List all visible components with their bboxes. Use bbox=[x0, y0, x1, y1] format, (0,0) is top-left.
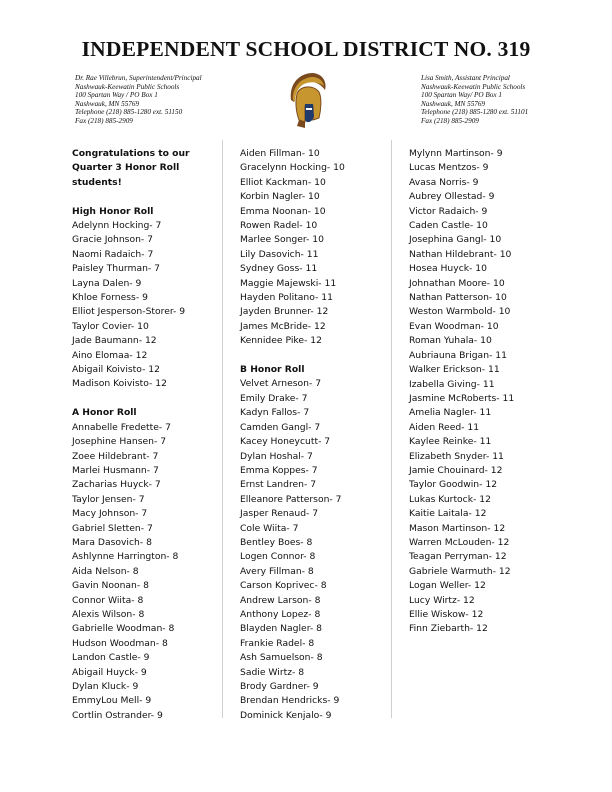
student-entry: Josephine Hansen- 7 bbox=[72, 436, 167, 448]
student-entry: Mylynn Martinson- 9 bbox=[409, 148, 503, 159]
student-entry: Mason Martinson- 12 bbox=[409, 522, 506, 534]
section-heading-high-honor-roll: High Honor Roll bbox=[72, 205, 154, 217]
section-heading-b-honor-roll: B Honor Roll bbox=[240, 364, 305, 376]
student-entry: Dylan Hoshal- 7 bbox=[240, 450, 313, 462]
student-entry: Taylor Covier- 10 bbox=[72, 320, 149, 332]
intro-text: students! bbox=[72, 176, 122, 188]
student-entry: Taylor Jensen- 7 bbox=[72, 493, 145, 505]
student-entry: Ashlynne Harrington- 8 bbox=[72, 551, 179, 563]
spartan-logo-icon bbox=[283, 70, 329, 130]
student-entry: Madison Koivisto- 12 bbox=[72, 378, 167, 390]
student-entry: Nathan Hildebrant- 10 bbox=[409, 248, 512, 260]
student-entry: Taylor Goodwin- 12 bbox=[409, 479, 498, 491]
contact-line: Nashwauk-Keewatin Public Schools bbox=[421, 82, 526, 91]
student-entry: Finn Ziebarth- 12 bbox=[409, 623, 488, 635]
student-entry: Khloe Forness- 9 bbox=[72, 292, 148, 304]
spacer bbox=[72, 190, 222, 204]
student-entry: Warren McLouden- 12 bbox=[409, 536, 510, 548]
student-entry: Anthony Lopez- 8 bbox=[240, 608, 321, 620]
section-heading-a-honor-roll: A Honor Roll bbox=[72, 407, 137, 419]
spacer bbox=[72, 392, 222, 406]
student-entry: Zoee Hildebrant- 7 bbox=[72, 450, 159, 462]
contact-line: Dr. Rae Villebrun, Superintendent/Principal bbox=[75, 74, 202, 82]
student-entry: Aubriauna Brigan- 11 bbox=[409, 349, 507, 361]
student-entry: Hosea Huyck- 10 bbox=[409, 263, 487, 275]
contact-line: Telephone (218) 885-1280 ext. 51150 bbox=[75, 108, 183, 117]
contact-line: Nashwauk, MN 55769 bbox=[421, 99, 486, 108]
student-entry: Marlee Songer- 10 bbox=[240, 234, 324, 246]
contact-line: Telephone (218) 885-1280 ext. 51101 bbox=[421, 108, 529, 117]
student-entry: Victor Radaich- 9 bbox=[409, 205, 488, 217]
student-entry: Avery Fillman- 8 bbox=[240, 565, 314, 577]
student-entry: Roman Yuhala- 10 bbox=[409, 335, 492, 347]
student-entry: Brendan Hendricks- 9 bbox=[240, 695, 340, 707]
student-entry: Ellie Wiskow- 12 bbox=[409, 609, 484, 620]
superintendent-contact bbox=[75, 74, 202, 126]
student-entry: Johnathan Moore- 10 bbox=[409, 277, 505, 289]
student-entry: Mara Dasovich- 8 bbox=[72, 536, 152, 548]
intro-text: Quarter 3 Honor Roll bbox=[72, 162, 180, 174]
contact-line: Lisa Smith, Assistant Principal bbox=[421, 74, 510, 82]
student-entry: Izabella Giving- 11 bbox=[409, 378, 495, 390]
student-entry: Gabriele Warmuth- 12 bbox=[409, 565, 511, 577]
student-entry: Maggie Majewski- 11 bbox=[240, 277, 337, 289]
student-entry: Elleanore Patterson- 7 bbox=[240, 493, 342, 505]
student-entry: Naomi Radaich- 7 bbox=[72, 248, 154, 260]
contact-line: 100 Spartan Way / PO Box 1 bbox=[75, 91, 158, 100]
page-title: INDEPENDENT SCHOOL DISTRICT NO. 319 bbox=[81, 37, 531, 61]
student-entry: Kaylee Reinke- 11 bbox=[409, 436, 492, 448]
student-entry: Kadyn Fallos- 7 bbox=[240, 407, 310, 419]
student-entry: Elliot Jesperson-Storer- 9 bbox=[72, 306, 186, 318]
student-entry: Aubrey Ollestad- 9 bbox=[409, 191, 495, 203]
student-entry: Teagan Perryman- 12 bbox=[409, 551, 507, 563]
student-entry: Annabelle Fredette- 7 bbox=[72, 421, 171, 433]
student-entry: Andrew Larson- 8 bbox=[240, 594, 321, 606]
student-entry: Weston Warmbold- 10 bbox=[409, 306, 511, 318]
honor-roll-column-1 bbox=[72, 147, 222, 723]
student-entry: Velvet Arneson- 7 bbox=[240, 378, 322, 390]
student-entry: Landon Castle- 9 bbox=[72, 652, 150, 664]
student-entry: Logan Weller- 12 bbox=[409, 580, 486, 592]
student-entry: Walker Erickson- 11 bbox=[409, 364, 500, 376]
student-entry: Kennidee Pike- 12 bbox=[240, 335, 322, 347]
student-entry: Brody Gardner- 9 bbox=[240, 681, 319, 693]
column-divider bbox=[222, 140, 223, 718]
assistant-principal-contact bbox=[421, 74, 528, 126]
student-entry: Camden Gangl- 7 bbox=[240, 421, 321, 433]
student-entry: Aiden Reed- 11 bbox=[409, 421, 480, 433]
student-entry: Kaitie Laitala- 12 bbox=[409, 508, 487, 520]
student-entry: Elliot Kackman- 10 bbox=[240, 176, 326, 188]
student-entry: Gabriel Sletten- 7 bbox=[72, 522, 153, 534]
contact-line: 100 Spartan Way/ PO Box 1 bbox=[421, 91, 502, 100]
student-entry: Aiden Fillman- 10 bbox=[240, 148, 320, 159]
student-entry: Sydney Goss- 11 bbox=[240, 263, 318, 275]
honor-roll-column-3 bbox=[409, 147, 569, 637]
student-entry: Marlei Husmann- 7 bbox=[72, 464, 159, 476]
intro-text: Congratulations to our bbox=[72, 148, 190, 159]
student-entry: Kacey Honeycutt- 7 bbox=[240, 436, 331, 448]
student-entry: Alexis Wilson- 8 bbox=[72, 608, 145, 620]
student-entry: Sadie Wirtz- 8 bbox=[240, 666, 305, 678]
contact-line: Fax (218) 885-2909 bbox=[75, 116, 133, 125]
contact-line: Nashwauk-Keewatin Public Schools bbox=[75, 82, 180, 91]
student-entry: Evan Woodman- 10 bbox=[409, 320, 499, 332]
student-entry: Aino Elomaa- 12 bbox=[72, 349, 148, 361]
student-entry: Emily Drake- 7 bbox=[240, 392, 308, 404]
student-entry: Jasper Renaud- 7 bbox=[240, 508, 319, 520]
student-entry: Avasa Norris- 9 bbox=[409, 176, 479, 188]
student-entry: Lily Dasovich- 11 bbox=[240, 248, 319, 260]
student-entry: Caden Castle- 10 bbox=[409, 220, 488, 232]
student-entry: Carson Koprivec- 8 bbox=[240, 580, 327, 592]
student-entry: Rowen Radel- 10 bbox=[240, 220, 318, 232]
honor-roll-column-2 bbox=[240, 147, 390, 723]
student-entry: Gracelynn Hocking- 10 bbox=[240, 162, 345, 174]
student-entry: Dylan Kluck- 9 bbox=[72, 681, 139, 692]
student-entry: Adelynn Hocking- 7 bbox=[72, 220, 162, 232]
student-entry: Cole Wiita- 7 bbox=[240, 522, 299, 534]
column-divider bbox=[391, 140, 392, 718]
student-entry: Connor Wiita- 8 bbox=[72, 594, 144, 606]
student-entry: Jayden Brunner- 12 bbox=[240, 306, 329, 318]
student-entry: Abigail Koivisto- 12 bbox=[72, 364, 160, 376]
student-entry: EmmyLou Mell- 9 bbox=[72, 695, 152, 707]
student-entry: Emma Noonan- 10 bbox=[240, 205, 326, 217]
student-entry: Gabrielle Woodman- 8 bbox=[72, 623, 175, 635]
student-entry: Lucy Wirtz- 12 bbox=[409, 594, 475, 606]
contact-line: Nashwauk, MN 55769 bbox=[75, 99, 140, 108]
student-entry: Aida Nelson- 8 bbox=[72, 565, 139, 577]
contact-line: Fax (218) 885-2909 bbox=[421, 116, 479, 125]
student-entry: Frankie Radel- 8 bbox=[240, 637, 315, 649]
student-entry: Zacharias Huyck- 7 bbox=[72, 479, 161, 491]
student-entry: Gracie Johnson- 7 bbox=[72, 234, 153, 246]
student-entry: Cortlin Ostrander- 9 bbox=[72, 709, 163, 721]
student-entry: Jade Baumann- 12 bbox=[72, 335, 157, 347]
student-entry: Ash Samuelson- 8 bbox=[240, 652, 323, 664]
student-entry: Lukas Kurtock- 12 bbox=[409, 493, 491, 505]
student-entry: Emma Koppes- 7 bbox=[240, 464, 318, 476]
student-entry: Paisley Thurman- 7 bbox=[72, 263, 161, 275]
student-entry: Hudson Woodman- 8 bbox=[72, 637, 168, 649]
student-entry: Gavin Noonan- 8 bbox=[72, 580, 149, 592]
student-entry: Jamie Chouinard- 12 bbox=[409, 464, 503, 476]
student-entry: Jasmine McRoberts- 11 bbox=[409, 392, 515, 404]
student-entry: Hayden Politano- 11 bbox=[240, 292, 333, 304]
student-entry: Josephina Gangl- 10 bbox=[409, 234, 502, 246]
student-entry: Macy Johnson- 7 bbox=[72, 508, 148, 520]
spacer bbox=[240, 349, 390, 363]
student-entry: Elizabeth Snyder- 11 bbox=[409, 450, 504, 462]
student-entry: Korbin Nagler- 10 bbox=[240, 191, 320, 203]
student-entry: Ernst Landren- 7 bbox=[240, 479, 317, 491]
student-entry: Lucas Mentzos- 9 bbox=[409, 162, 489, 174]
student-entry: Amelia Nagler- 11 bbox=[409, 407, 492, 419]
student-entry: Logen Connor- 8 bbox=[240, 551, 316, 563]
student-entry: Nathan Patterson- 10 bbox=[409, 292, 507, 304]
student-entry: Bentley Boes- 8 bbox=[240, 536, 313, 548]
student-entry: Dominick Kenjalo- 9 bbox=[240, 709, 332, 721]
student-entry: Abigail Huyck- 9 bbox=[72, 666, 147, 678]
student-entry: James McBride- 12 bbox=[240, 320, 326, 332]
student-entry: Layna Dalen- 9 bbox=[72, 277, 142, 289]
student-entry: Blayden Nagler- 8 bbox=[240, 623, 322, 635]
